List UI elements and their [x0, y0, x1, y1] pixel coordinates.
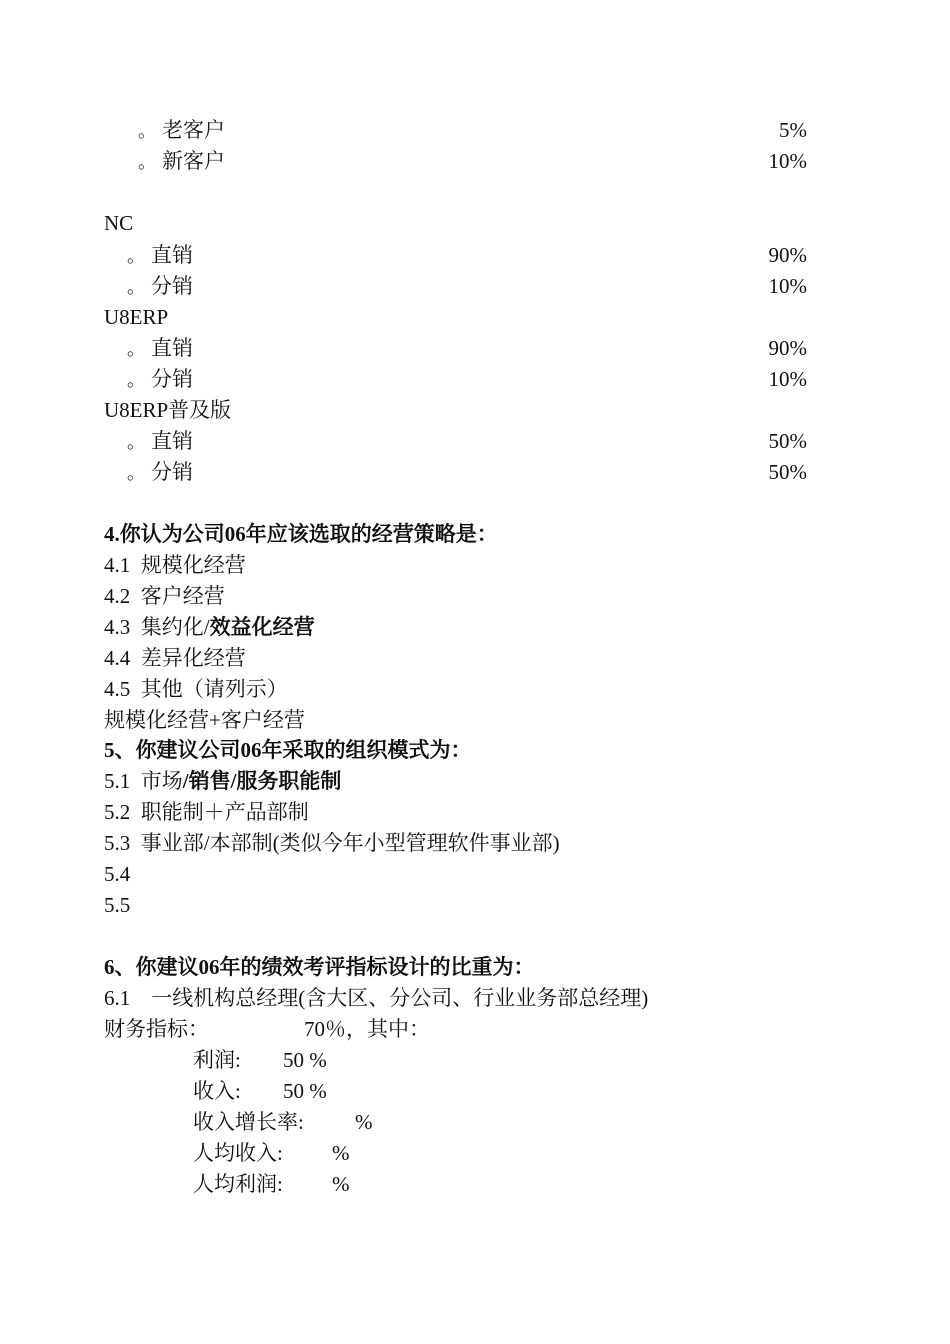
option-text: 差异化经营 [140, 646, 246, 670]
option-6-1 [104, 986, 648, 1010]
item-label: 直销 [151, 336, 193, 360]
option-5-2 [104, 800, 309, 824]
list-item [127, 274, 193, 299]
option-text: 规模化经营 [140, 553, 246, 577]
option-number: 5.1 [104, 769, 131, 793]
question-5-title: 5、你建议公司06年采取的组织模式为： [104, 738, 472, 762]
bullet-icon: 。 [127, 463, 145, 483]
option-text-bold: 效益化经营 [209, 615, 315, 639]
item-label: 老客户 [162, 118, 225, 142]
option-5-3 [104, 831, 560, 855]
item-value: 90% [768, 243, 807, 267]
option-text: 客户经营 [140, 584, 225, 608]
indicator-value-revenue-per-capita: % [332, 1141, 350, 1165]
indicator-value-revenue: 50 % [283, 1079, 327, 1103]
option-text-bold: /销售/服务职能制 [182, 769, 342, 793]
option-5-1 [104, 769, 341, 793]
item-label: 分销 [151, 460, 193, 484]
indicator-label-profit-per-capita: 人均利润: [193, 1172, 283, 1196]
option-5-5: 5.5 [104, 893, 131, 917]
item-label: 直销 [151, 243, 193, 267]
indicator-value-revenue-growth: % [355, 1110, 373, 1134]
option-4-4 [104, 646, 246, 670]
list-item [127, 243, 193, 268]
question-4-answer: 规模化经营+客户经营 [104, 708, 305, 732]
product-name-u8erp: U8ERP [104, 305, 169, 329]
item-label: 直销 [151, 429, 193, 453]
item-value: 50% [768, 460, 807, 484]
financial-indicator-label: 财务指标： [104, 1017, 209, 1041]
bullet-icon: 。 [138, 121, 156, 141]
indicator-value-profit: 50 % [283, 1048, 327, 1072]
option-5-4: 5.4 [104, 862, 131, 886]
option-text: 职能制＋产品部制 [140, 800, 309, 824]
bullet-icon: 。 [127, 246, 145, 266]
item-value: 5% [779, 118, 807, 142]
item-value: 10% [768, 274, 807, 298]
option-4-3 [104, 615, 315, 639]
option-text: 其他（请列示） [140, 677, 288, 701]
question-4-title: 4.你认为公司06年应该选取的经营策略是： [104, 522, 498, 546]
bullet-icon: 。 [127, 432, 145, 452]
product-name-nc: NC [104, 211, 134, 235]
option-number: 4.2 [104, 584, 131, 608]
list-item-new-customer [138, 149, 225, 174]
question-6-title: 6、你建议06年的绩效考评指标设计的比重为： [104, 955, 535, 979]
bullet-icon: 。 [127, 277, 145, 297]
bullet-icon: 。 [127, 370, 145, 390]
product-name-u8erp-lite: U8ERP普及版 [104, 398, 232, 422]
bullet-icon: 。 [127, 339, 145, 359]
list-item [127, 429, 193, 454]
option-text: 市场 [140, 769, 183, 793]
item-label: 分销 [151, 274, 193, 298]
option-4-5 [104, 677, 288, 701]
option-text: 事业部/本部制(类似今年小型管理软件事业部) [140, 831, 560, 855]
option-4-2 [104, 584, 225, 608]
option-text: 一线机构总经理(含大区、分公司、行业业务部总经理) [151, 986, 649, 1010]
item-value: 10% [768, 367, 807, 391]
indicator-label-profit: 利润: [193, 1048, 241, 1072]
option-number: 4.5 [104, 677, 131, 701]
option-number: 4.3 [104, 615, 131, 639]
financial-indicator-value: 70％，其中： [304, 1017, 430, 1041]
bullet-icon: 。 [138, 152, 156, 172]
item-label: 新客户 [162, 149, 225, 173]
option-number: 6.1 [104, 986, 131, 1010]
option-4-1 [104, 553, 246, 577]
option-number: 5.3 [104, 831, 131, 855]
indicator-label-revenue-growth: 收入增长率: [193, 1110, 304, 1134]
item-value: 50% [768, 429, 807, 453]
indicator-label-revenue: 收入: [193, 1079, 241, 1103]
list-item [127, 336, 193, 361]
option-number: 4.4 [104, 646, 131, 670]
list-item-old-customer [138, 118, 225, 143]
option-number: 4.1 [104, 553, 131, 577]
item-label: 分销 [151, 367, 193, 391]
option-text: 集约化/ [140, 615, 210, 639]
list-item [127, 460, 193, 485]
item-value: 90% [768, 336, 807, 360]
indicator-label-revenue-per-capita: 人均收入: [193, 1141, 283, 1165]
option-number: 5.2 [104, 800, 131, 824]
item-value: 10% [768, 149, 807, 173]
list-item [127, 367, 193, 392]
indicator-value-profit-per-capita: % [332, 1172, 350, 1196]
